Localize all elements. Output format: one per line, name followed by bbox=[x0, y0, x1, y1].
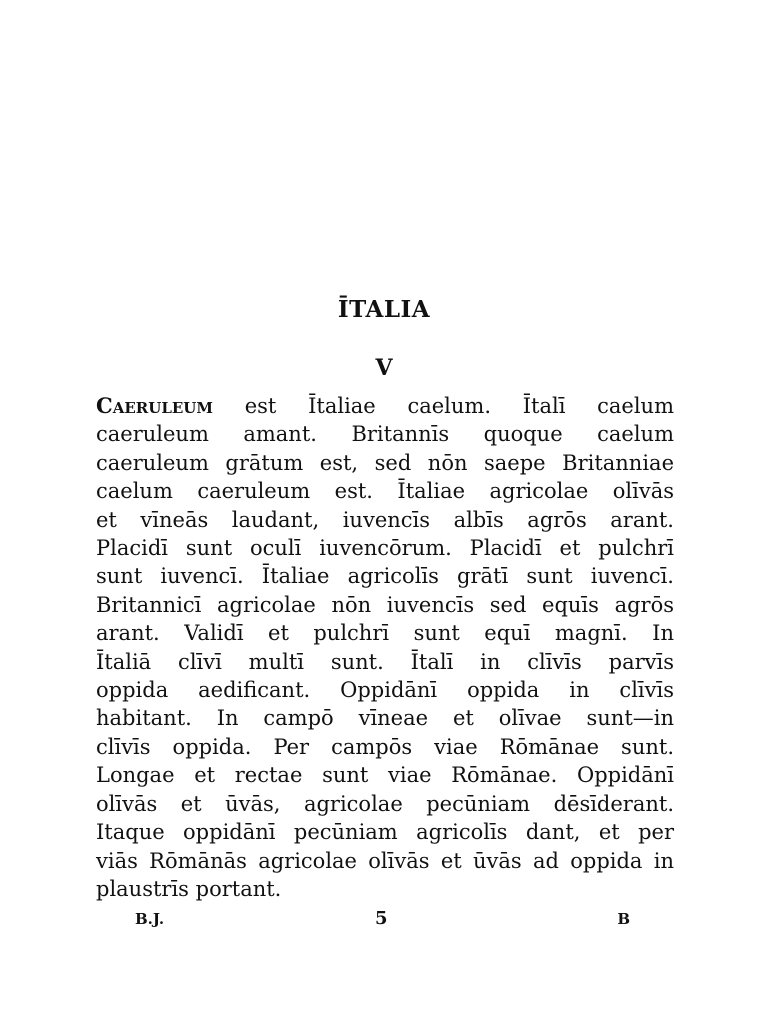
passage-line: habitant. In campō vīneae et olīvae sunt—in bbox=[96, 706, 674, 731]
signature-mark-right: B bbox=[617, 910, 630, 928]
passage-line: Itaque oppidānī pecūniam agricolīs dant, et per bbox=[96, 820, 674, 845]
passage-line: arant. Validī et pulchrī sunt equī magnī. In bbox=[96, 621, 674, 646]
passage-line: Longae et rectae sunt viae Rōmānae. Oppidānī bbox=[96, 763, 674, 788]
passage-line: caeruleum grātum est, sed nōn saepe Britanniae bbox=[96, 450, 674, 475]
passage-line: Placidī sunt oculī iuvencōrum. Placidī et pulchrī bbox=[96, 536, 674, 561]
passage-line: caelum caeruleum est. Ītaliae agricolae olīvās bbox=[96, 479, 674, 504]
passage-line: et vīneās laudant, iuvencīs albīs agrōs arant. bbox=[96, 507, 674, 532]
passage-line: olīvās et ūvās, agricolae pecūniam dēsīderant. bbox=[96, 791, 674, 816]
passage-line: oppida aedificant. Oppidānī oppida in clīvīs bbox=[96, 678, 674, 703]
page-number: 5 bbox=[375, 908, 388, 929]
passage-line: sunt iuvencī. Ītaliae agricolīs grātī sunt iuvencī. bbox=[96, 564, 674, 589]
chapter-number: V bbox=[375, 355, 393, 381]
page-title: ĪTALIA bbox=[337, 296, 431, 323]
passage-line bbox=[96, 392, 674, 420]
page-footer bbox=[135, 908, 630, 932]
passage-line: caeruleum amant. Britannīs quoque caelum bbox=[96, 422, 674, 447]
passage-line: Britannicī agricolae nōn iuvencīs sed equīs agrōs bbox=[96, 592, 674, 617]
passage-line: viās Rōmānās agricolae olīvās et ūvās ad oppida in bbox=[96, 848, 674, 873]
passage-line: plaustrīs portant. bbox=[96, 876, 282, 901]
passage-line-text: est Ītaliae caelum. Ītalī caelum bbox=[213, 394, 674, 418]
passage bbox=[96, 392, 674, 903]
passage-line: Ītaliā clīvī multī sunt. Ītalī in clīvīs parvīs bbox=[96, 649, 674, 674]
passage-line: clīvīs oppida. Per campōs viae Rōmānae sunt. bbox=[96, 734, 674, 759]
opening-word: Caeruleum bbox=[96, 393, 213, 418]
signature-mark-left: B.J. bbox=[135, 910, 165, 928]
